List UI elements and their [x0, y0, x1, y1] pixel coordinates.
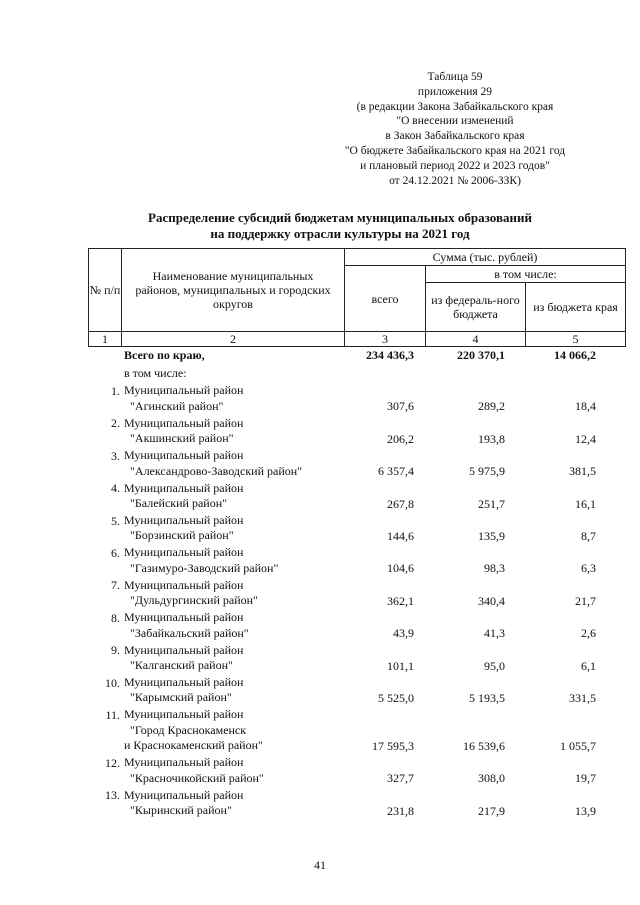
header-note-line: в Закон Забайкальского края: [385, 130, 525, 143]
row-regional: 6,3: [581, 561, 596, 576]
row-federal: 41,3: [484, 626, 505, 641]
row-name-line: "Александрово-Заводский район": [130, 463, 303, 478]
row-name-line: "Дульдургинский район": [130, 593, 258, 608]
row-federal: 193,8: [478, 431, 505, 446]
header-note-line: (в редакции Закона Забайкальского края: [356, 100, 554, 113]
row-federal: 135,9: [478, 528, 505, 543]
row-number: 9.: [111, 643, 120, 658]
row-total: 231,8: [387, 803, 414, 818]
district-rows: [88, 383, 596, 821]
header-note-line: "О внесении изменений: [396, 115, 514, 128]
row-name-line: Муниципальный район: [124, 787, 244, 802]
row-number: 12.: [105, 755, 120, 770]
table-row: [88, 480, 596, 513]
table-body: [88, 348, 596, 821]
row-federal: 308,0: [478, 771, 505, 786]
row-number: 11.: [105, 707, 120, 722]
incl-header: в том числе:: [426, 266, 626, 283]
row-number: 8.: [111, 610, 120, 625]
row-name-line: Муниципальный район: [124, 707, 244, 722]
col-index: 3: [345, 332, 426, 347]
table-row: [88, 512, 596, 546]
row-total: 144,6: [387, 528, 414, 543]
row-federal: 5 975,9: [469, 464, 505, 479]
row-regional: 16,1: [575, 496, 596, 511]
row-number: 2.: [111, 416, 120, 431]
table-row: [88, 545, 596, 578]
row-regional: 12,4: [575, 431, 596, 446]
row-total: 206,2: [387, 431, 414, 446]
row-name-line: и Краснокаменский район": [124, 738, 263, 753]
row-number: 5.: [111, 513, 120, 528]
table-row: [88, 707, 596, 756]
col-index: 4: [426, 332, 526, 347]
row-name: [124, 643, 334, 674]
row-name-line: "Карымский район": [130, 690, 232, 705]
row-total: 17 595,3: [372, 738, 414, 753]
row-total: 43,9: [393, 626, 414, 641]
col-index: 2: [122, 332, 345, 347]
row-name-line: Муниципальный район: [124, 577, 244, 592]
sum-group-header: Сумма (тыс. рублей): [345, 249, 626, 266]
row-total: 5 525,0: [378, 690, 414, 705]
table-row: [88, 415, 596, 448]
row-federal: 289,2: [478, 399, 505, 414]
row-name-line: "Забайкальский район": [130, 625, 249, 640]
row-name-line: "Газимуро-Заводский район": [130, 560, 279, 575]
row-number: 13.: [105, 788, 120, 803]
row-federal: 16 539,6: [463, 738, 505, 753]
row-name: [124, 578, 334, 609]
header-note-line: "О бюджете Забайкальского края на 2021 год: [344, 144, 566, 157]
row-name-line: "Акшинский район": [130, 431, 234, 446]
row-regional: 18,4: [575, 399, 596, 414]
total-sum: 234 436,3: [366, 348, 414, 362]
col-regional-header: из бюджета края: [526, 283, 626, 332]
row-name: [124, 788, 334, 819]
row-total: 267,8: [387, 496, 414, 511]
header-note-line: и плановый период 2022 и 2023 годов": [360, 159, 550, 172]
row-regional: 13,9: [575, 803, 596, 818]
col-num-header: [89, 249, 122, 332]
table-row: [88, 577, 596, 610]
row-federal: 95,0: [484, 658, 505, 673]
row-number: 4.: [111, 481, 120, 496]
table-row: [88, 448, 596, 481]
document-title: [40, 210, 640, 242]
row-name: [124, 755, 334, 786]
row-name-line: Муниципальный район: [124, 383, 244, 398]
row-regional: 8,7: [581, 528, 596, 543]
table-header: [88, 248, 626, 347]
header-note: [300, 70, 610, 188]
header-note-line: Таблица 59: [427, 71, 483, 83]
row-name-line: Муниципальный район: [124, 448, 244, 463]
row-federal: 217,9: [478, 803, 505, 818]
row-name-line: Муниципальный район: [124, 610, 244, 625]
incl-row: [88, 366, 592, 384]
row-name: [124, 383, 334, 414]
row-regional: 6,1: [581, 658, 596, 673]
row-name-line: "Город Краснокаменск: [130, 722, 247, 737]
row-regional: 381,5: [569, 464, 596, 479]
total-row: [88, 348, 596, 366]
page-number: 41: [314, 858, 326, 872]
row-name-line: Муниципальный район: [124, 415, 244, 430]
table-row: [88, 383, 596, 416]
row-regional: 19,7: [575, 771, 596, 786]
row-total: 362,1: [387, 593, 414, 608]
row-regional: 21,7: [575, 593, 596, 608]
col-name-header: [122, 249, 345, 332]
table-row: [88, 787, 596, 820]
row-name-line: "Калганский район": [130, 658, 233, 673]
incl-label: в том числе:: [124, 366, 187, 380]
total-federal: 220 370,1: [457, 348, 505, 362]
row-name-line: "Агинский район": [130, 398, 224, 413]
row-name-line: "Красночикойский район": [130, 770, 264, 785]
col-num-header-text: № п/п: [89, 283, 121, 297]
row-total: 307,6: [387, 399, 414, 414]
row-name-line: Муниципальный район: [124, 512, 244, 527]
row-federal: 5 193,5: [469, 690, 505, 705]
row-name: [124, 545, 334, 576]
row-name: [124, 416, 334, 447]
col-name-header-text: Наименование муниципальных районов, муниципальных и городских округов: [135, 269, 331, 311]
table-row: [88, 642, 596, 675]
row-regional: 331,5: [569, 690, 596, 705]
row-name-line: Муниципальный район: [124, 480, 244, 495]
row-number: 1.: [111, 384, 120, 398]
col-total-header: всего: [345, 266, 426, 332]
row-name-line: "Балейский район": [130, 496, 228, 511]
row-name-line: Муниципальный район: [124, 642, 244, 657]
total-regional: 14 066,2: [554, 348, 596, 362]
row-federal: 340,4: [478, 593, 505, 608]
col-federal-header: из федераль-ного бюджета: [426, 283, 526, 332]
row-total: 6 357,4: [378, 464, 414, 479]
row-name-line: Муниципальный район: [124, 755, 244, 770]
row-total: 327,7: [387, 771, 414, 786]
row-name: [124, 481, 334, 512]
row-name: [124, 448, 334, 479]
table-row: [88, 674, 596, 708]
row-name-line: Муниципальный район: [124, 545, 244, 560]
table-row: [88, 610, 596, 643]
header-note-line: от 24.12.2021 № 2006-ЗЗК): [389, 174, 521, 187]
row-number: 10.: [105, 675, 120, 690]
row-number: 3.: [111, 448, 120, 463]
row-federal: 98,3: [484, 561, 505, 576]
row-total: 104,6: [387, 561, 414, 576]
col-index: 1: [89, 332, 122, 347]
row-federal: 251,7: [478, 496, 505, 511]
row-name: [124, 707, 334, 754]
row-name: [124, 513, 334, 544]
header-note-line: приложения 29: [417, 85, 493, 98]
row-total: 101,1: [387, 658, 414, 673]
row-number: 7.: [111, 578, 120, 593]
total-label: Всего по краю,: [124, 348, 205, 362]
row-name: [124, 675, 334, 706]
title-line: Распределение субсидий бюджетам муниципальных образований: [148, 210, 532, 225]
row-regional: 2,6: [581, 626, 596, 641]
row-number: 6.: [111, 545, 120, 560]
table-row: [88, 755, 596, 788]
row-name-line: Муниципальный район: [124, 674, 244, 689]
row-name-line: "Кыринский район": [130, 803, 232, 818]
title-line: на поддержку отрасли культуры на 2021 год: [210, 226, 470, 241]
col-index: 5: [526, 332, 626, 347]
row-name: [124, 610, 334, 641]
row-name-line: "Борзинский район": [130, 528, 234, 543]
row-regional: 1 055,7: [560, 738, 596, 753]
